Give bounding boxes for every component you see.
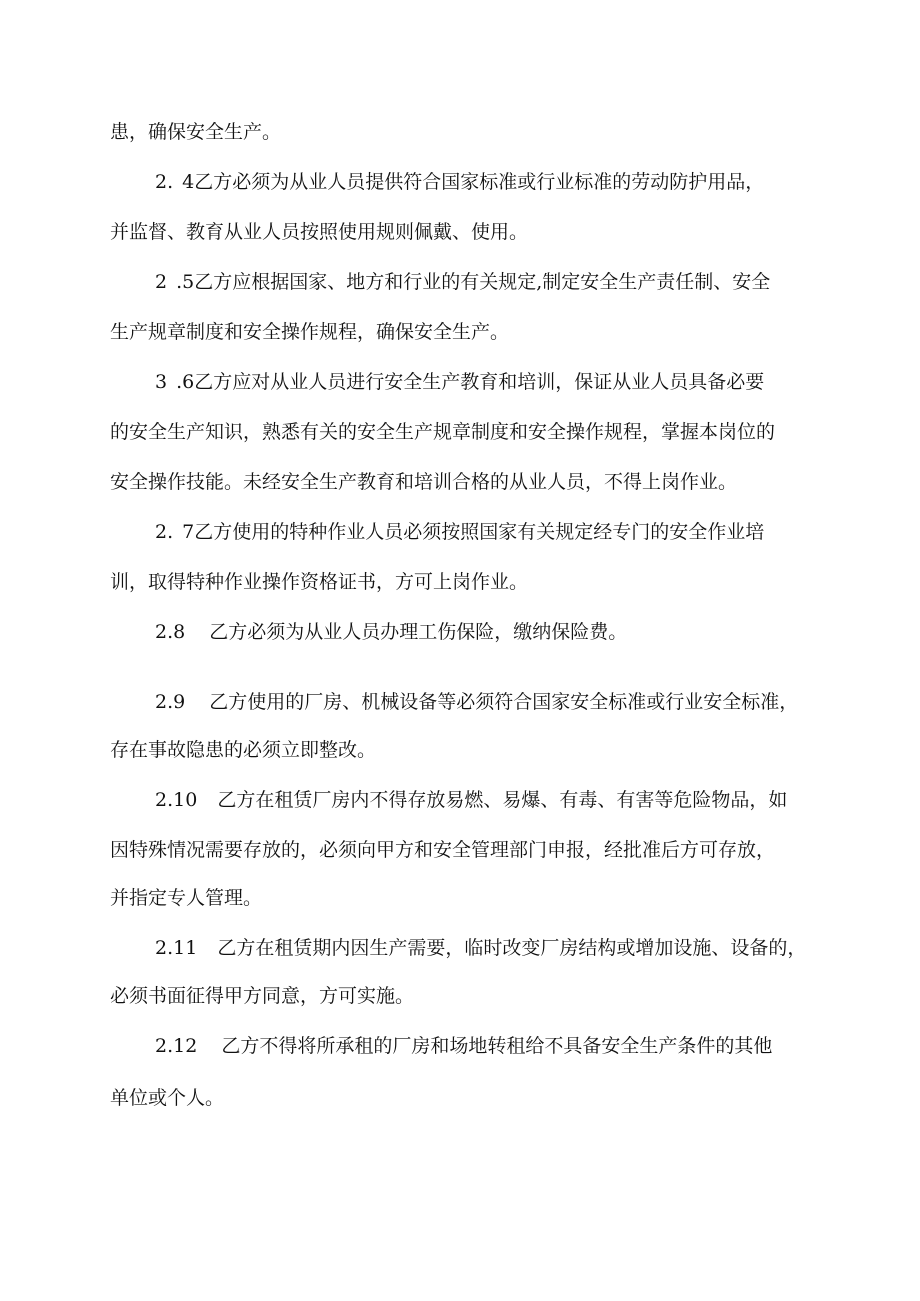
clause-number-suffix: .6: [176, 371, 195, 393]
clause-2-5-first-line: [155, 270, 770, 294]
clause-text: 乙方必须为从业人员办理工伤保险，缴纳保险费。: [209, 621, 628, 643]
paragraph-line: 并监督、教育从业人员按照使用规则佩戴、使用。: [110, 221, 529, 243]
clause-text: 乙方在租赁期内因生产需要，临时改变厂房结构或增加设施、设备的，: [217, 937, 807, 959]
clause-text: 乙方不得将所承租的厂房和场地转租给不具备安全生产条件的其他: [221, 1035, 773, 1057]
clause-number: 2.: [155, 521, 174, 543]
clause-number-suffix: 4: [182, 171, 195, 193]
clause-text: 乙方应对从业人员进行安全生产教育和培训，保证从业人员具备必要: [194, 371, 765, 393]
clause-number-suffix: .5: [176, 271, 195, 293]
paragraph-line: 存在事故隐患的必须立即整改。: [110, 739, 377, 761]
clause-number: 2.12: [155, 1035, 198, 1057]
paragraph-line: 因特殊情况需要存放的，必须向甲方和安全管理部门申报，经批准后方可存放，: [110, 839, 776, 861]
paragraph-line: 生产规章制度和安全操作规程，确保安全生产。: [110, 321, 510, 343]
clause-number: 2.10: [155, 789, 198, 811]
clause-text: 乙方使用的厂房、机械设备等必须符合国家安全标准或行业安全标准，: [209, 691, 799, 713]
clause-number: 2.: [155, 171, 174, 193]
clause-2-4-first-line: [155, 170, 764, 194]
paragraph-line: 患，确保安全生产。: [110, 121, 282, 143]
paragraph-line: 训，取得特种作业操作资格证书，方可上岗作业。: [110, 571, 529, 593]
paragraph-line: 安全操作技能。未经安全生产教育和培训合格的从业人员，不得上岗作业。: [110, 471, 738, 493]
clause-text: 乙方在租赁厂房内不得存放易燃、易爆、有毒、有害等危险物品，如: [217, 789, 788, 811]
clause-2-9-first-line: [155, 690, 798, 714]
clause-text: 乙方必须为从业人员提供符合国家标准或行业标准的劳动防护用品，: [194, 171, 765, 193]
clause-number: 2.9: [155, 691, 186, 713]
clause-number: 2.11: [155, 937, 198, 959]
clause-text: 乙方使用的特种作业人员必须按照国家有关规定经专门的安全作业培: [194, 521, 765, 543]
clause-number: 2.8: [155, 621, 186, 643]
clause-2-10-first-line: [155, 788, 787, 812]
paragraph-line: 的安全生产知识，熟悉有关的安全生产规章制度和安全操作规程，掌握本岗位的: [110, 421, 776, 443]
paragraph-line: 并指定专人管理。: [110, 887, 263, 909]
clause-2-8-first-line: [155, 620, 627, 644]
clause-number: 2: [155, 271, 168, 293]
clause-number-suffix: 7: [182, 521, 195, 543]
clause-3-6-first-line: [155, 370, 764, 394]
clause-text: 乙方应根据国家、地方和行业的有关规定,制定安全生产责任制、安全: [194, 271, 771, 293]
paragraph-line: 单位或个人。: [110, 1087, 225, 1109]
clause-2-7-first-line: [155, 520, 764, 544]
paragraph-line: 必须书面征得甲方同意，方可实施。: [110, 985, 415, 1007]
clause-2-12-first-line: [155, 1034, 772, 1058]
clause-number: 3: [155, 371, 168, 393]
clause-2-11-first-line: [155, 936, 806, 960]
